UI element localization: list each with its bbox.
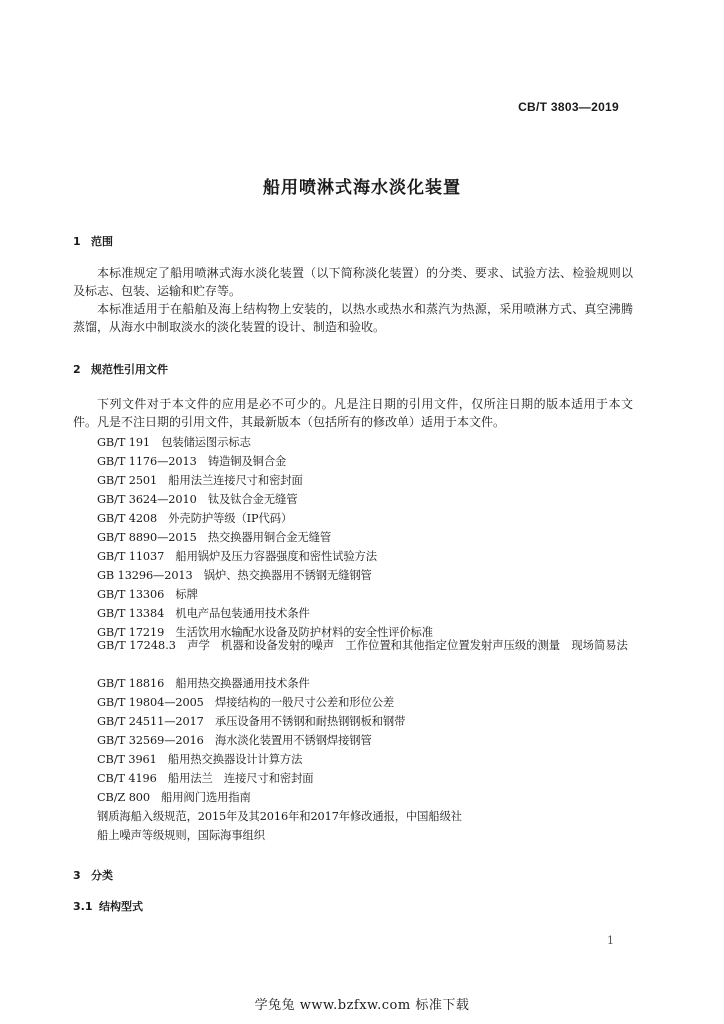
- reference-item: CB/Z 800 船用阀门选用指南: [97, 791, 251, 804]
- reference-item: GB/T 3624—2010 钛及钛合金无缝管: [97, 493, 298, 506]
- reference-item: GB/T 13384 机电产品包装通用技术条件: [97, 607, 310, 620]
- section-3-1-heading: [73, 898, 143, 914]
- reference-item: GB/T 17219 生活饮用水输配水设备及防护材料的安全性评价标准: [97, 626, 433, 639]
- page-number: 1: [607, 934, 614, 947]
- reference-item: CB/T 4196 船用法兰 连接尺寸和密封面: [97, 772, 314, 785]
- reference-item: 船上噪声等级规则，国际海事组织: [97, 829, 265, 842]
- reference-item: GB/T 13306 标牌: [97, 588, 198, 601]
- section-2-heading: [73, 361, 168, 377]
- document-title: 船用喷淋式海水淡化装置: [263, 178, 461, 198]
- reference-item: GB/T 19804—2005 焊接结构的一般尺寸公差和形位公差: [97, 696, 395, 709]
- scope-paragraph-2: 本标准适用于在船舶及海上结构物上安装的，以热水或热水和蒸汽为热源，采用喷淋方式、真空沸腾蒸馏，从海水中制取淡水的淡化装置的设计、制造和验收。: [73, 302, 633, 334]
- reference-item: GB/T 17248.3 声学 机器和设备发射的噪声 工作位置和其他指定位置发射声压级的测量 现场简易法: [97, 639, 628, 652]
- reference-item: GB 13296—2013 锅炉、热交换器用不锈钢无缝钢管: [97, 569, 372, 582]
- intro-paragraph: 下列文件对于本文件的应用是必不可少的。凡是注日期的引用文件，仅所注日期的版本适用于本文件。凡是不注日期的引用文件，其最新版本（包括所有的修改单）适用于本文件。: [73, 397, 633, 429]
- normative-refs-intro: [73, 395, 633, 431]
- scope-body: [73, 264, 633, 336]
- reference-item: GB/T 1176—2013 铸造铜及铜合金: [97, 455, 287, 468]
- section-number: 3: [73, 869, 81, 882]
- reference-item: GB/T 18816 船用热交换器通用技术条件: [97, 677, 310, 690]
- reference-item: GB/T 191 包装储运图示标志: [97, 436, 251, 449]
- reference-item: GB/T 2501 船用法兰连接尺寸和密封面: [97, 474, 303, 487]
- footer-watermark: 学兔兔 www.bzfxw.com 标准下载: [254, 998, 470, 1013]
- section-title: 规范性引用文件: [91, 363, 168, 376]
- reference-item: CB/T 3961 船用热交换器设计计算方法: [97, 753, 303, 766]
- section-number: 1: [73, 235, 81, 248]
- section-title: 结构型式: [99, 900, 143, 913]
- section-number: 2: [73, 363, 81, 376]
- section-1-heading: [73, 233, 113, 249]
- section-title: 范围: [91, 235, 113, 248]
- section-title: 分类: [91, 869, 113, 882]
- section-number: 3.1: [73, 900, 93, 913]
- reference-item: GB/T 24511—2017 承压设备用不锈钢和耐热钢钢板和钢带: [97, 715, 406, 728]
- reference-item: 钢质海船入级规范，2015年及其2016年和2017年修改通报，中国船级社: [97, 810, 462, 823]
- reference-item: GB/T 32569—2016 海水淡化装置用不锈钢焊接钢管: [97, 734, 372, 747]
- reference-item: GB/T 8890—2015 热交换器用铜合金无缝管: [97, 531, 332, 544]
- reference-item: GB/T 11037 船用锅炉及压力容器强度和密性试验方法: [97, 550, 377, 563]
- section-3-heading: [73, 867, 113, 883]
- standard-code: CB/T 3803—2019: [518, 100, 619, 114]
- reference-item: GB/T 4208 外壳防护等级（IP代码）: [97, 512, 293, 525]
- scope-paragraph-1: 本标准规定了船用喷淋式海水淡化装置（以下简称淡化装置）的分类、要求、试验方法、检验规则以及标志、包装、运输和贮存等。: [73, 266, 633, 298]
